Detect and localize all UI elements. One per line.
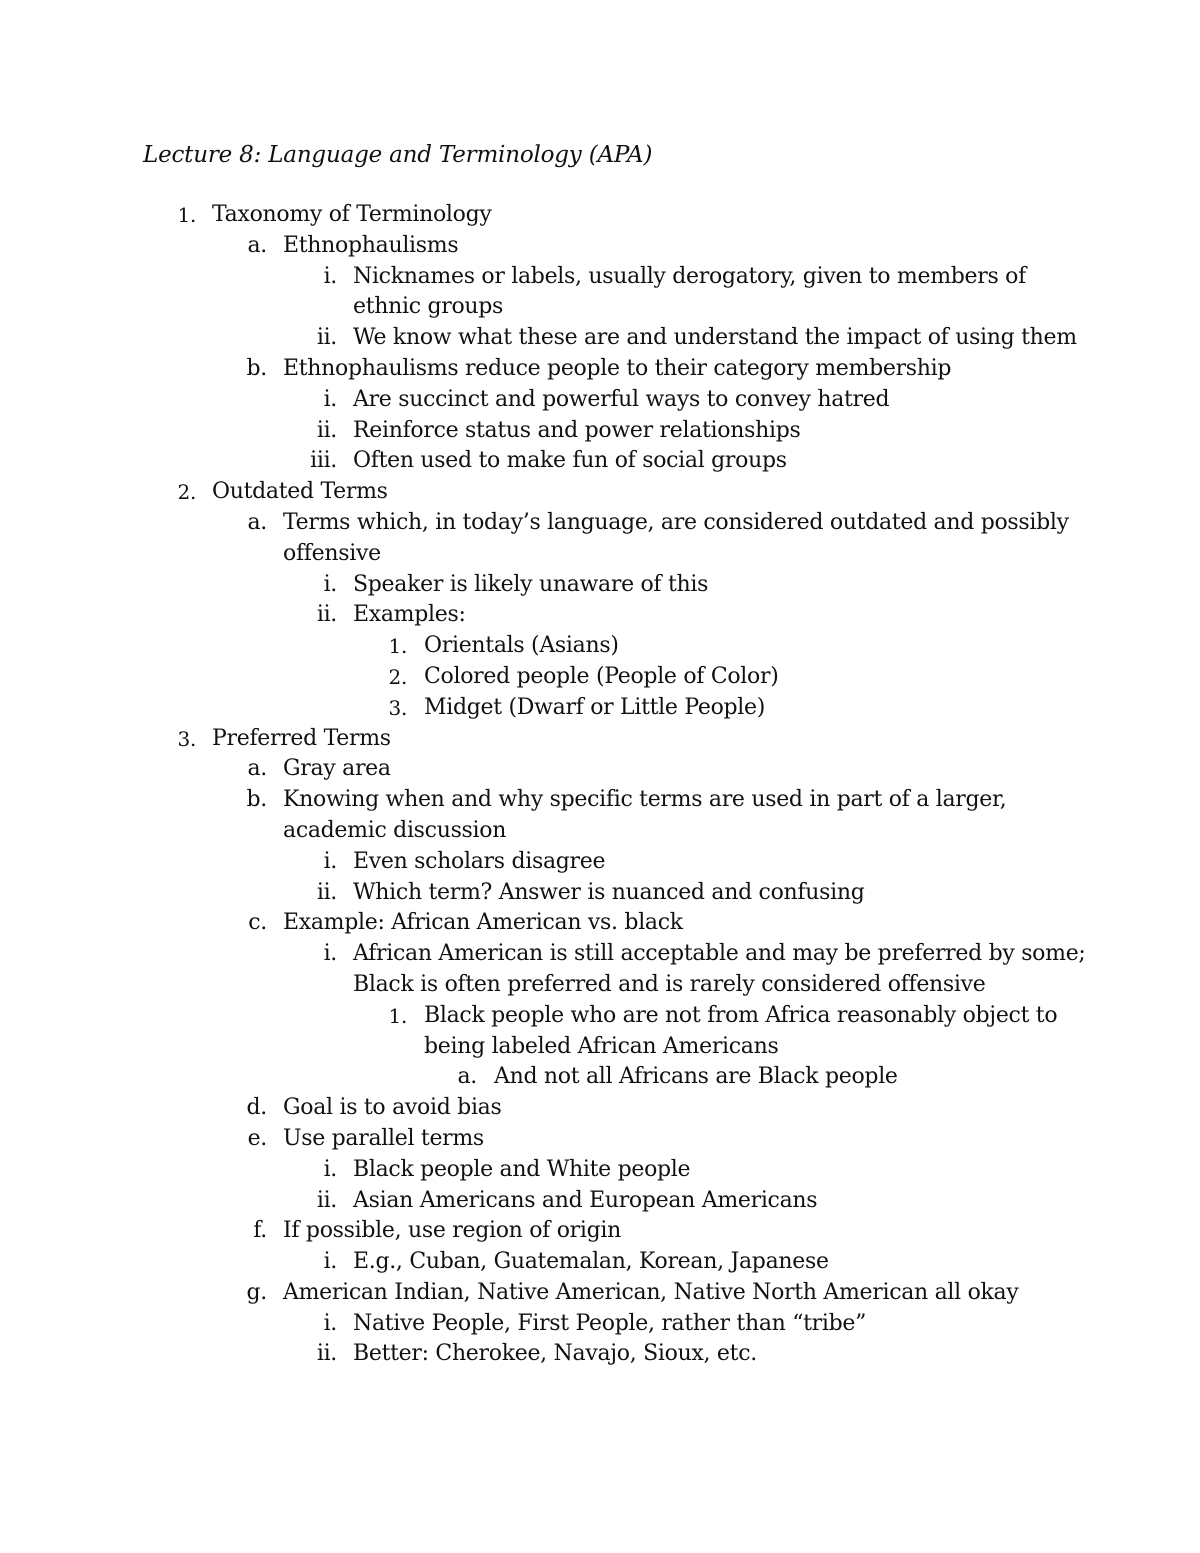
list-item-text: Asian Americans and European Americans — [353, 1187, 818, 1213]
list-marker-box — [140, 724, 196, 755]
list-item-text: Black people who are not from Africa reasonably object to — [424, 1002, 1058, 1028]
list-item-text: Colored people (People of Color) — [424, 663, 779, 689]
outline-item — [0, 724, 1200, 755]
list-item-text: Taxonomy of Terminology — [212, 202, 492, 227]
list-item-text: Speaker is likely unaware of this — [353, 571, 709, 597]
list-marker: ii. — [316, 879, 337, 905]
outline-item — [0, 262, 1200, 293]
list-marker: 3. — [388, 695, 407, 720]
outline-item — [0, 446, 1200, 477]
list-marker-box — [210, 785, 267, 816]
outline-item — [0, 631, 1200, 662]
list-marker-box — [280, 385, 337, 416]
list-marker: ii. — [316, 325, 337, 351]
list-marker: c. — [248, 910, 267, 936]
list-marker-box — [280, 1155, 337, 1186]
list-item-text: Terms which, in today’s language, are considered outdated and possibly — [283, 509, 1069, 535]
page-title: Lecture 8: Language and Terminology (APA) — [143, 142, 653, 168]
outline-item — [0, 908, 1200, 939]
list-item-text: American Indian, Native American, Native North American all okay — [283, 1279, 1019, 1305]
list-marker: ii. — [316, 1187, 337, 1213]
list-item-text: Gray area — [283, 756, 391, 782]
list-marker: b. — [246, 355, 267, 381]
list-marker-box — [350, 631, 407, 662]
list-marker-box — [280, 847, 337, 878]
outline-item — [0, 1339, 1200, 1370]
list-item-text: Better: Cherokee, Navajo, Sioux, etc. — [353, 1341, 757, 1367]
list-marker-box — [280, 878, 337, 909]
lecture-outline — [0, 200, 1200, 1370]
outline-item — [0, 939, 1200, 970]
list-marker-box — [350, 693, 407, 724]
list-marker-box — [210, 754, 267, 785]
list-marker-box — [420, 1062, 477, 1093]
list-marker: i. — [323, 848, 337, 874]
outline-item — [0, 508, 1200, 539]
list-item-text: Which term? Answer is nuanced and confusing — [353, 879, 865, 905]
list-marker: f. — [253, 1218, 267, 1244]
list-item-text: Goal is to avoid bias — [283, 1095, 502, 1121]
list-marker-box — [280, 323, 337, 354]
outline-item — [0, 1093, 1200, 1124]
list-marker: g. — [246, 1279, 267, 1305]
list-marker-box — [210, 1278, 267, 1309]
list-marker-box — [280, 1247, 337, 1278]
list-item-text: Even scholars disagree — [353, 848, 606, 874]
outline-item — [0, 970, 1200, 1001]
list-marker-box — [280, 939, 337, 970]
list-marker-box — [280, 1186, 337, 1217]
list-marker-box — [140, 477, 196, 508]
list-item-text: Preferred Terms — [212, 725, 391, 751]
outline-item — [0, 785, 1200, 816]
list-marker: i. — [323, 1156, 337, 1182]
outline-item — [0, 754, 1200, 785]
outline-item — [0, 1124, 1200, 1155]
list-item-text: Nicknames or labels, usually derogatory, given to members of — [353, 263, 1026, 289]
list-marker: i. — [323, 386, 337, 412]
list-item-text: Outdated Terms — [212, 479, 388, 505]
list-item-text: Black people and White people — [353, 1156, 691, 1182]
outline-item — [0, 1216, 1200, 1247]
list-marker: i. — [323, 941, 337, 967]
outline-item — [0, 539, 1200, 570]
list-item-text: ethnic groups — [353, 294, 504, 320]
list-item-text: Native People, First People, rather than “tribe” — [353, 1310, 867, 1336]
list-marker: 1. — [388, 634, 407, 659]
list-marker: i. — [323, 1249, 337, 1275]
list-item-text: Are succinct and powerful ways to convey hatred — [353, 386, 890, 412]
outline-item — [0, 570, 1200, 601]
list-item-text: Ethnophaulisms — [283, 232, 459, 258]
outline-item — [0, 1062, 1200, 1093]
list-marker: 3. — [177, 726, 196, 751]
list-item-text: Ethnophaulisms reduce people to their category membership — [283, 355, 952, 381]
list-marker-box — [210, 231, 267, 262]
list-item-text: African American is still acceptable and may be preferred by some; — [353, 941, 1086, 967]
list-item-text: We know what these are and understand the impact of using them — [353, 325, 1077, 351]
list-item-text: And not all Africans are Black people — [494, 1064, 898, 1090]
outline-item — [0, 878, 1200, 909]
list-marker: i. — [323, 571, 337, 597]
list-marker-box — [280, 262, 337, 293]
list-marker: 2. — [177, 480, 196, 505]
list-marker: ii. — [316, 417, 337, 443]
list-item-text: If possible, use region of origin — [283, 1218, 621, 1244]
list-marker-box — [210, 908, 267, 939]
list-item-text: E.g., Cuban, Guatemalan, Korean, Japanese — [353, 1249, 829, 1275]
list-marker: a. — [247, 509, 267, 535]
outline-item — [0, 1309, 1200, 1340]
list-item-text: Example: African American vs. black — [283, 910, 683, 936]
list-marker: a. — [457, 1064, 477, 1090]
outline-item — [0, 816, 1200, 847]
outline-item — [0, 1186, 1200, 1217]
list-item-text: Reinforce status and power relationships — [353, 417, 801, 443]
outline-item — [0, 1247, 1200, 1278]
outline-item — [0, 354, 1200, 385]
list-marker-box — [280, 570, 337, 601]
list-marker: iii. — [310, 448, 337, 474]
outline-item — [0, 1278, 1200, 1309]
outline-item — [0, 231, 1200, 262]
list-marker-box — [140, 200, 196, 231]
list-marker-box — [210, 508, 267, 539]
list-item-text: Examples: — [353, 602, 466, 628]
outline-item — [0, 323, 1200, 354]
list-item-text: offensive — [283, 540, 381, 566]
list-marker-box — [280, 416, 337, 447]
list-marker-box — [280, 600, 337, 631]
list-item-text: Often used to make fun of social groups — [353, 448, 787, 474]
list-marker: i. — [323, 1310, 337, 1336]
list-marker-box — [350, 662, 407, 693]
list-marker-box — [280, 446, 337, 477]
list-marker-box — [350, 1001, 407, 1032]
list-marker-box — [210, 1093, 267, 1124]
outline-item — [0, 847, 1200, 878]
outline-item — [0, 385, 1200, 416]
outline-item — [0, 1155, 1200, 1186]
outline-item — [0, 600, 1200, 631]
list-item-text: Black is often preferred and is rarely considered offensive — [353, 971, 986, 997]
list-marker: 1. — [177, 203, 196, 227]
list-marker-box — [210, 1216, 267, 1247]
list-marker: a. — [247, 756, 267, 782]
list-marker: 1. — [388, 1003, 407, 1028]
list-item-text: Use parallel terms — [283, 1125, 484, 1151]
outline-item — [0, 200, 1200, 231]
list-marker: d. — [246, 1095, 267, 1121]
outline-item — [0, 292, 1200, 323]
outline-item — [0, 477, 1200, 508]
list-marker-box — [280, 1339, 337, 1370]
outline-item — [0, 1001, 1200, 1032]
list-item-text: Orientals (Asians) — [424, 633, 619, 659]
list-marker: b. — [246, 787, 267, 813]
list-item-text: academic discussion — [283, 817, 507, 843]
list-marker: e. — [247, 1125, 267, 1151]
outline-item — [0, 416, 1200, 447]
list-marker-box — [210, 354, 267, 385]
list-item-text: Knowing when and why specific terms are used in part of a larger, — [283, 787, 1007, 813]
list-marker: i. — [323, 263, 337, 289]
list-item-text: Midget (Dwarf or Little People) — [424, 694, 766, 720]
list-marker-box — [210, 1124, 267, 1155]
list-marker: 2. — [388, 664, 407, 689]
list-item-text: being labeled African Americans — [424, 1033, 779, 1059]
outline-item — [0, 1032, 1200, 1063]
list-marker: ii. — [316, 1341, 337, 1367]
list-marker: a. — [247, 232, 267, 258]
list-marker: ii. — [316, 602, 337, 628]
outline-item — [0, 693, 1200, 724]
list-marker-box — [280, 1309, 337, 1340]
outline-item — [0, 662, 1200, 693]
